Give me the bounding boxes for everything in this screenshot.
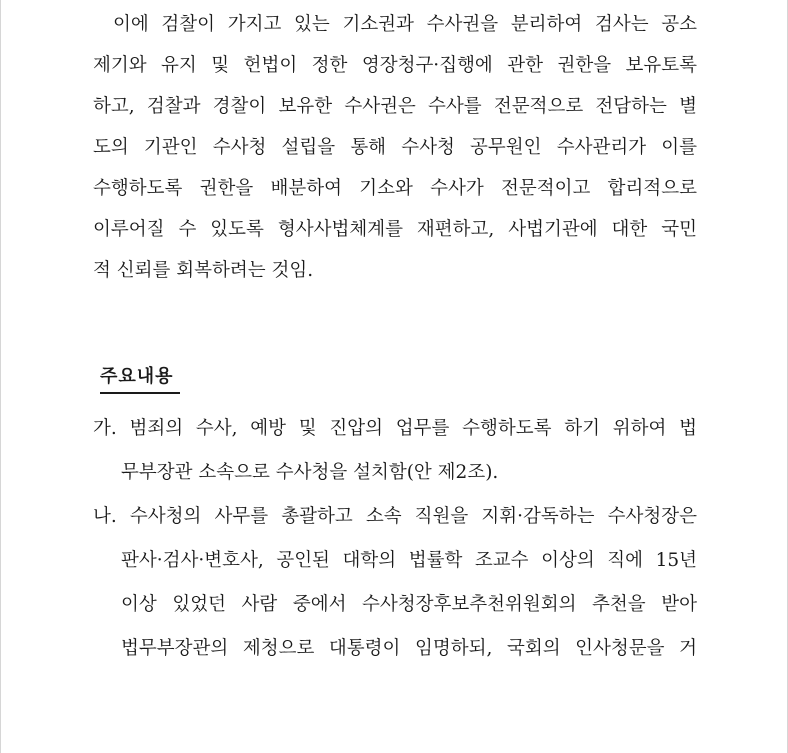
- list-item-line: 판사·검사·변호사, 공인된 대학의 법률학 조교수 이상의 직에 15년: [121, 550, 697, 571]
- list-item: [93, 495, 697, 671]
- paragraph-line: 제기와 유지 및 헌법이 정한 영장청구·집행에 관한 권한을 보유토록: [93, 55, 697, 76]
- paragraph-line: 도의 기관인 수사청 설립을 통해 수사청 공무원인 수사관리가 이를: [93, 137, 697, 158]
- paragraph-line: 적 신뢰를 회복하려는 것임.: [93, 260, 314, 281]
- paragraph-line: 하고, 검찰과 경찰이 보유한 수사권은 수사를 전문적으로 전담하는 별: [93, 96, 697, 117]
- list-item-line: 무부장관 소속으로 수사청을 설치함(안 제2조).: [121, 462, 499, 483]
- paragraph-line: 이에 검찰이 가지고 있는 기소권과 수사권을 분리하여 검사는 공소: [113, 14, 697, 35]
- list-item-marker: 가.: [93, 418, 117, 439]
- main-content-list: [93, 407, 697, 671]
- list-item-line: 이상 있었던 사람 중에서 수사청장후보추천위원회의 추천을 받아: [121, 594, 697, 615]
- purpose-paragraph: [93, 4, 697, 291]
- paragraph-line: 이루어질 수 있도록 형사사법체계를 재편하고, 사법기관에 대한 국민: [93, 219, 697, 240]
- list-item-marker: 나.: [93, 506, 117, 527]
- paragraph-line: 수행하도록 권한을 배분하여 기소와 수사가 전문적이고 합리적으로: [93, 178, 697, 199]
- list-item-line: 법무부장관의 제청으로 대통령이 임명하되, 국회의 인사청문을 거: [121, 638, 697, 659]
- list-item-first-line: [93, 495, 697, 539]
- list-item: [93, 407, 697, 495]
- list-item-first-line: [93, 407, 697, 451]
- list-item-text: 수사청의 사무를 총괄하고 소속 직원을 지휘·감독하는 수사청장은: [129, 506, 697, 527]
- section-heading: 주요내용: [100, 362, 180, 394]
- list-item-text: 범죄의 수사, 예방 및 진압의 업무를 수행하도록 하기 위하여 법: [129, 418, 697, 439]
